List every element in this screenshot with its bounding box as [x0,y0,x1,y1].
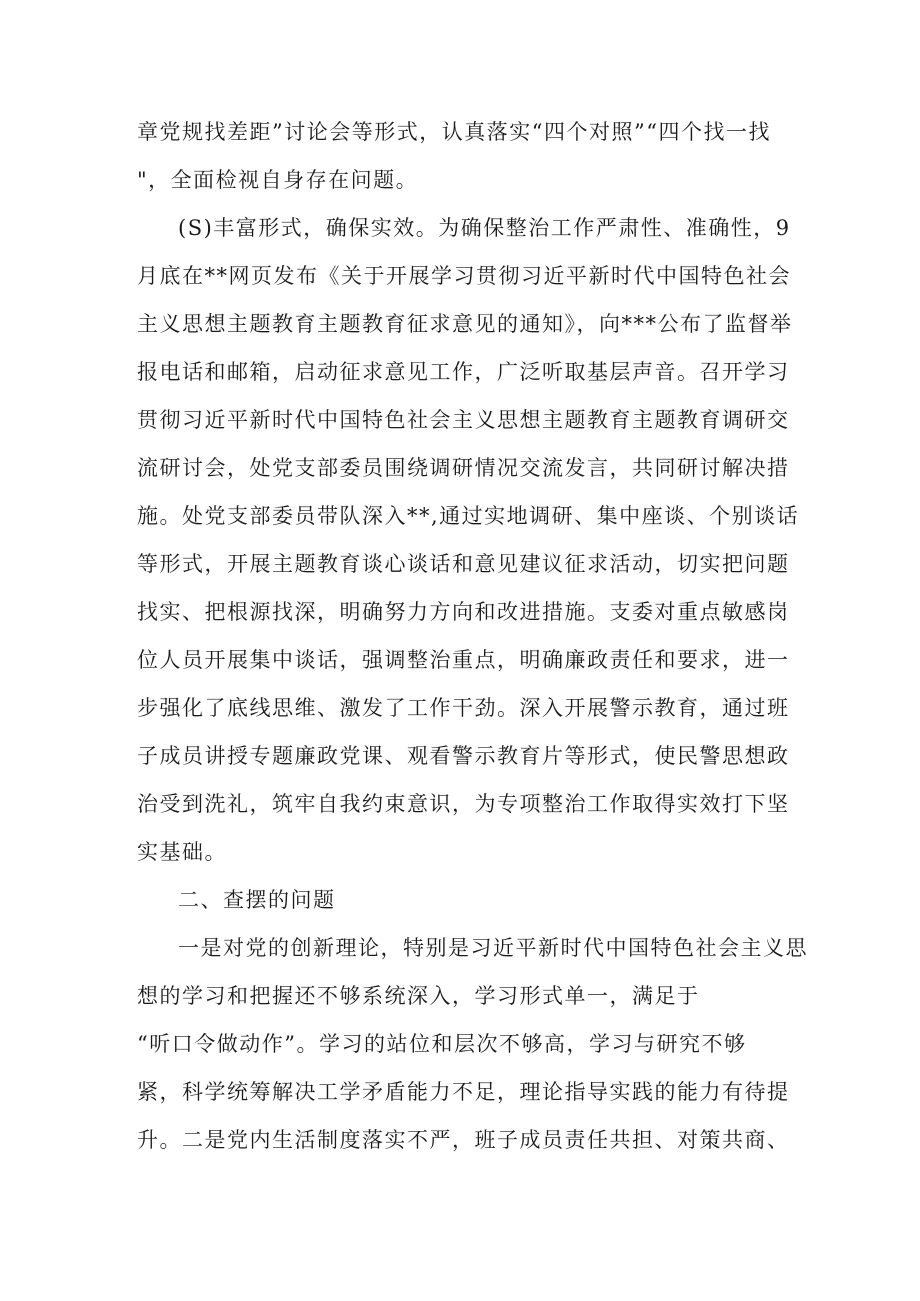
text-line: 主义思想主题教育主题教育征求意见的通知》，向***公布了监督举 [137,312,793,336]
text-line: “听口令做动作”。学习的站位和层次不够高，学习与研究不够 [137,1032,747,1056]
text-line: 施。处党支部委员带队深入**,通过实地调研、集中座谈、个别谈话 [137,504,800,528]
text-line: 升。二是党内生活制度落实不严，班子成员责任共担、对策共商、 [137,1128,790,1152]
section-heading: 二、查摆的问题 [178,888,336,912]
text-line: 子成员讲授专题廉政党课、观看警示教育片等形式，使民警思想政 [137,744,790,768]
text-line: 贯彻习近平新时代中国特色社会主义思想主题教育主题教育调研交 [137,408,790,432]
text-line: 想的学习和把握还不够系统深入，学习形式单一，满足于 [137,984,700,1008]
text-line: 章党规找差距”讨论会等形式，认真落实“四个对照”“四个找一找 [137,120,771,144]
text-line: 位人员开展集中谈话，强调整治重点，明确廉政责任和要求，进一 [137,648,790,672]
text-line: 月底在**网页发布《关于开展学习贯彻习近平新时代中国特色社会 [137,264,791,288]
text-line: 找实、把根源找深，明确努力方向和改进措施。支委对重点敏感岗 [137,600,790,624]
text-line: 等形式，开展主题教育谈心谈话和意见建议征求活动，切实把问题 [137,552,790,576]
text-line: 流研讨会，处党支部委员围绕调研情况交流发言，共同研讨解决措 [137,456,790,480]
text-line: 实基础。 [137,840,227,864]
paragraph-first-line: (S)丰富形式，确保实效。为确保整治工作严肃性、准确性，9 [178,216,791,240]
text-line: 报电话和邮箱，启动征求意见工作，广泛听取基层声音。召开学习 [137,360,790,384]
text-line: "，全面检视自身存在问题。 [137,168,419,192]
paragraph-first-line: 一是对党的创新理论，特别是习近平新时代中国特色社会主义思 [178,936,808,960]
text-line: 治受到洗礼，筑牢自我约束意识，为专项整治工作取得实效打下坚 [137,792,790,816]
text-line: 紧，科学统筹解决工学矛盾能力不足，理论指导实践的能力有待提 [137,1080,790,1104]
text-line: 步强化了底线思维、激发了工作干劲。深入开展警示教育，通过班 [137,696,790,720]
